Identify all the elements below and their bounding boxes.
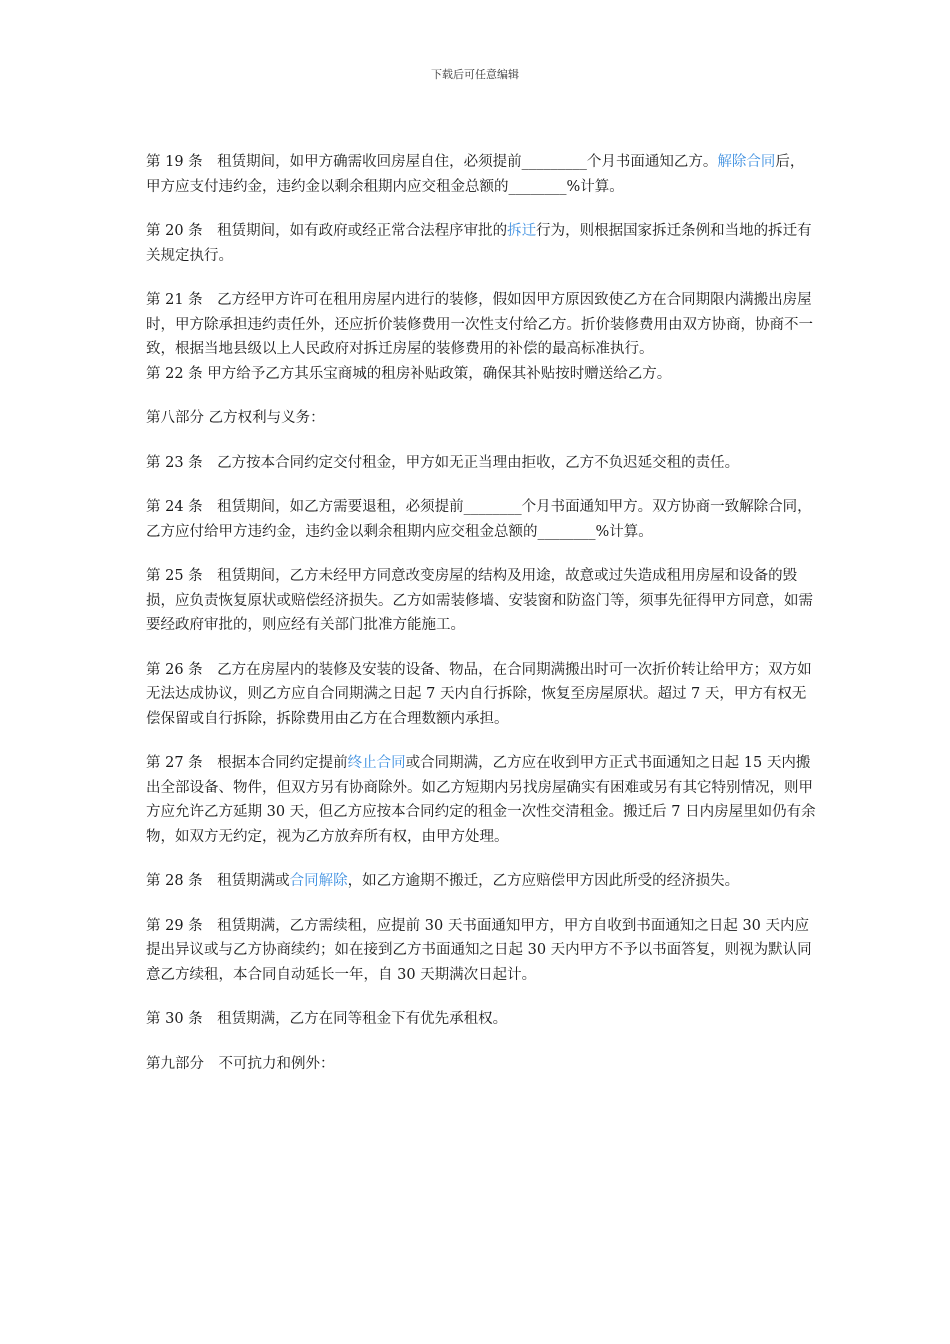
section-8-heading-text: 第八部分 乙方权利与义务： (146, 410, 325, 426)
article-24 (146, 495, 818, 544)
article-23-text: 第 23 条 乙方按本合同约定交付租金，甲方如无正当理由拒收，乙方不负迟延交租的责任。 (146, 454, 740, 471)
article-28-text-1: 第 28 条 租赁期满或 (146, 873, 290, 889)
link-terminate-contract[interactable]: 解除合同 (717, 154, 776, 170)
article-27 (146, 751, 818, 849)
article-26-text: 第 26 条 乙方在房屋内的装修及安装的设备、物品，在合同期满搬出时可一次折价转让给甲方；双方如无法达成协议，则乙方应自合同期满之日起 7 天内自行拆除，恢复至房屋原状。超过 7 天，甲方有权无偿保留或自行拆除，拆除费用由乙方在合理数额内承担。 (146, 661, 812, 727)
article-20-text-2: 行为，则根据国家拆迁条例和当地的拆迁有关规定执行。 (146, 223, 812, 264)
document-body (146, 150, 818, 1096)
article-19-text-2: 后，甲方应支付违约金，违约金以剩余租期内应交租金总额的________%计算。 (146, 154, 805, 195)
article-27-text-1: 第 27 条 根据本合同约定提前 (146, 755, 348, 771)
article-20 (146, 219, 818, 268)
article-28 (146, 869, 818, 894)
section-9-heading-text: 第九部分 不可抗力和例外： (146, 1055, 335, 1072)
article-19-text-1: 第 19 条 租赁期间，如甲方确需收回房屋自住，必须提前_________个月书面通知乙方。 (146, 154, 718, 170)
article-29 (146, 914, 818, 988)
article-30 (146, 1007, 818, 1032)
link-end-contract[interactable]: 终止合同 (347, 755, 406, 771)
article-26 (146, 658, 818, 732)
article-24-text: 第 24 条 租赁期间，如乙方需要退租，必须提前________个月书面通知甲方。双方协商一致解除合同，乙方应付给甲方违约金，违约金以剩余租期内应交租金总额的________%计算。 (146, 499, 812, 540)
article-29-text: 第 29 条 租赁期满，乙方需续租，应提前 30 天书面通知甲方，甲方自收到书面通知之日起 30 天内应提出异议或与乙方协商续约；如在接到乙方书面通知之日起 30 天内甲方不予以书面答复，则视为默认同意乙方续租，本合同自动延长一年，自 30 天期满次日起计。 (146, 917, 812, 983)
article-21 (146, 288, 818, 362)
article-22-text: 第 22 条 甲方给予乙方其乐宝商城的租房补贴政策，确保其补贴按时赠送给乙方。 (146, 365, 672, 382)
link-demolition[interactable]: 拆迁 (507, 223, 537, 239)
article-30-text: 第 30 条 租赁期满，乙方在同等租金下有优先承租权。 (146, 1011, 508, 1027)
article-25-text: 第 25 条 租赁期间，乙方未经甲方同意改变房屋的结构及用途，故意或过失造成租用房屋和设备的毁损，应负责恢复原状或赔偿经济损失。乙方如需装修墙、安装窗和防盗门等，须事先征得甲方同意，如需要经政府审批的，则应经有关部门批准方能施工。 (146, 568, 813, 633)
section-8-heading (146, 406, 818, 431)
article-28-text-2: ，如乙方逾期不搬迁，乙方应赔偿甲方因此所受的经济损失。 (347, 873, 740, 889)
article-23 (146, 451, 818, 476)
article-21-text: 第 21 条 乙方经甲方许可在租用房屋内进行的装修，假如因甲方原因致使乙方在合同期限内满搬出房屋时，甲方除承担违约责任外，还应折价装修费用一次性支付给乙方。折价装修费用由双方协商，协商不一致，根据当地县级以上人民政府对拆迁房屋的装修费用的补偿的最高标准执行。 (146, 292, 813, 357)
article-27-text-2: 或合同期满，乙方应在收到甲方正式书面通知之日起 15 天内搬出全部设备、物件，但双方另有协商除外。如乙方短期内另找房屋确实有困难或另有其它特别情况，则甲方应允许乙方延期 30 天，但乙方应按本合同约定的租金一次性交清租金。搬迁后 7 日内房屋里如仍有余物，如双方无约定，视为乙方放弃所有权，由甲方处理。 (146, 755, 816, 845)
page-header: 下载后可任意编辑 (431, 68, 519, 81)
article-22 (146, 362, 818, 387)
article-19 (146, 150, 818, 199)
article-25 (146, 564, 818, 638)
section-9-heading (146, 1052, 818, 1077)
link-contract-termination[interactable]: 合同解除 (289, 873, 348, 889)
article-20-text-1: 第 20 条 租赁期间，如有政府或经正常合法程序审批的 (146, 223, 508, 239)
